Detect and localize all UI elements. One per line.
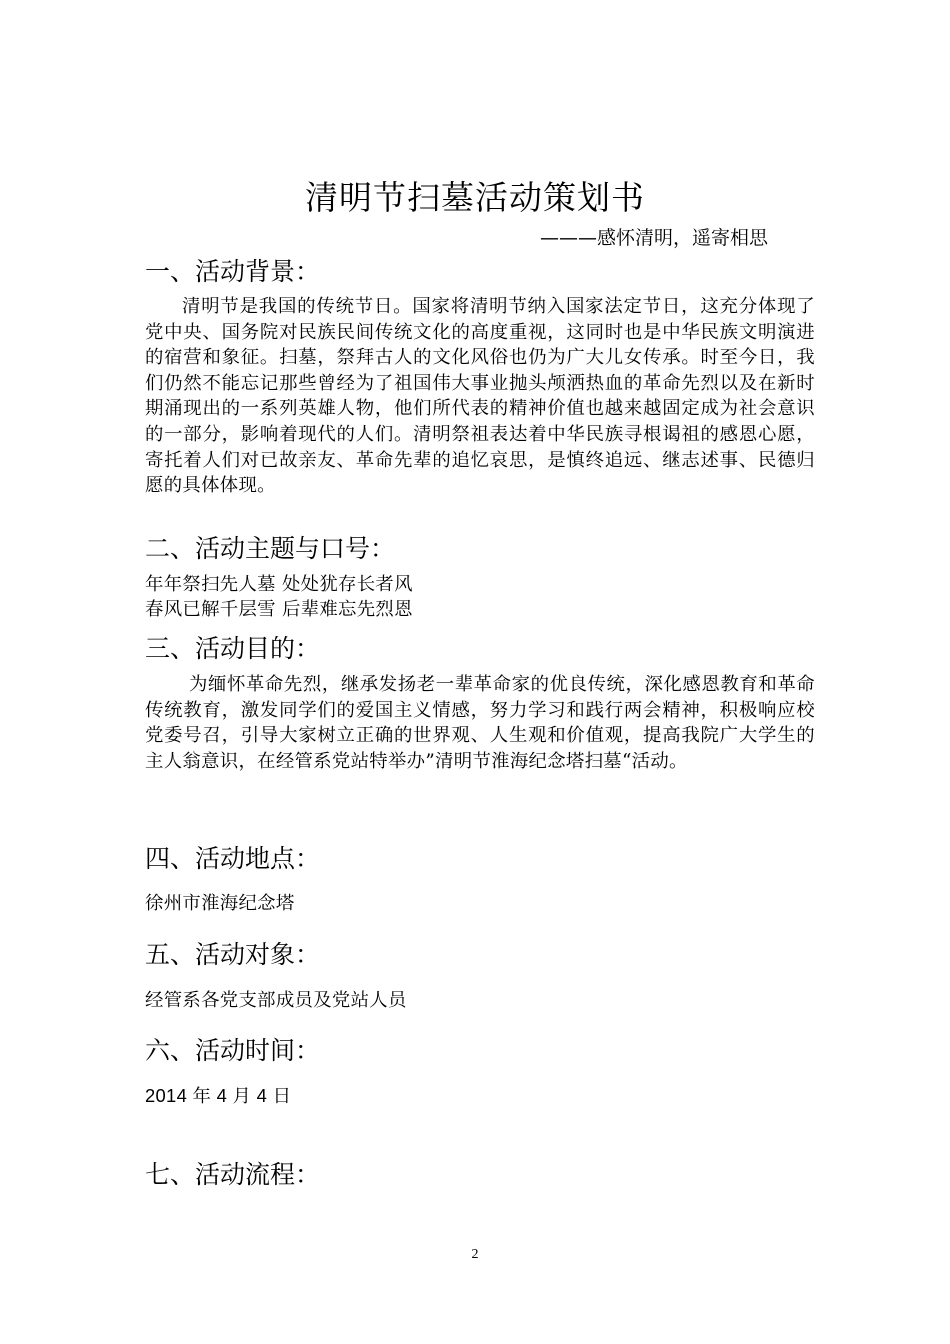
section-body-purpose: 为缅怀革命先烈，继承发扬老一辈革命家的优良传统，深化感恩教育和革命传统教育，激发同学们的爱国主义情感，努力学习和践行两会精神，积极响应校党委号召，引导大家树立正确的世界观、人生观和价值观，提高我院广大学生的主人翁意识，在经管系党站特举办”清明节淮海纪念塔扫墓“活动。 bbox=[145, 674, 815, 772]
section-heading-time: 六、活动时间： bbox=[145, 1036, 321, 1065]
section-heading-theme: 二、活动主题与口号： bbox=[145, 534, 396, 563]
section-body-background: 清明节是我国的传统节日。国家将清明节纳入国家法定节日，这充分体现了党中央、国务院对民族民间传统文化的高度重视，这同时也是中华民族文明演进的宿营和象征。扫墓，祭拜古人的文化风俗也仍为广大儿女传承。时至今日，我们仍然不能忘记那些曾经为了祖国伟大事业抛头颅洒热血的革命先烈以及在新时期涌现出的一系列英雄人物，他们所代表的精神价值也越来越固定成为社会意识的一部分，影响着现代的人们。清明祭祖表达着中华民族寻根谒祖的感恩心愿，寄托着人们对已故亲友、革命先辈的追忆哀思，是慎终追远、继志述事、民德归愿的具体体现。 bbox=[145, 296, 815, 497]
section-heading-background: 一、活动背景： bbox=[145, 257, 321, 286]
section-heading-purpose: 三、活动目的： bbox=[145, 634, 321, 663]
document-title: 清明节扫墓活动策划书 bbox=[305, 178, 645, 217]
section-heading-participants: 五、活动对象： bbox=[145, 940, 321, 969]
time-text: 2014 年 4 月 4 日 bbox=[145, 1085, 292, 1106]
slogan-line-2: 春风已解千层雪 后辈难忘先烈恩 bbox=[145, 599, 413, 620]
participants-text: 经管系各党支部成员及党站人员 bbox=[145, 990, 407, 1011]
section-heading-process: 七、活动流程： bbox=[145, 1160, 321, 1189]
section-heading-location: 四、活动地点： bbox=[145, 844, 321, 873]
document-subtitle: ———感怀清明，遥寄相思 bbox=[540, 227, 769, 249]
location-text: 徐州市淮海纪念塔 bbox=[145, 893, 295, 914]
page-number: 2 bbox=[471, 1247, 479, 1262]
slogan-line-1: 年年祭扫先人墓 处处犹存长者风 bbox=[145, 574, 413, 595]
